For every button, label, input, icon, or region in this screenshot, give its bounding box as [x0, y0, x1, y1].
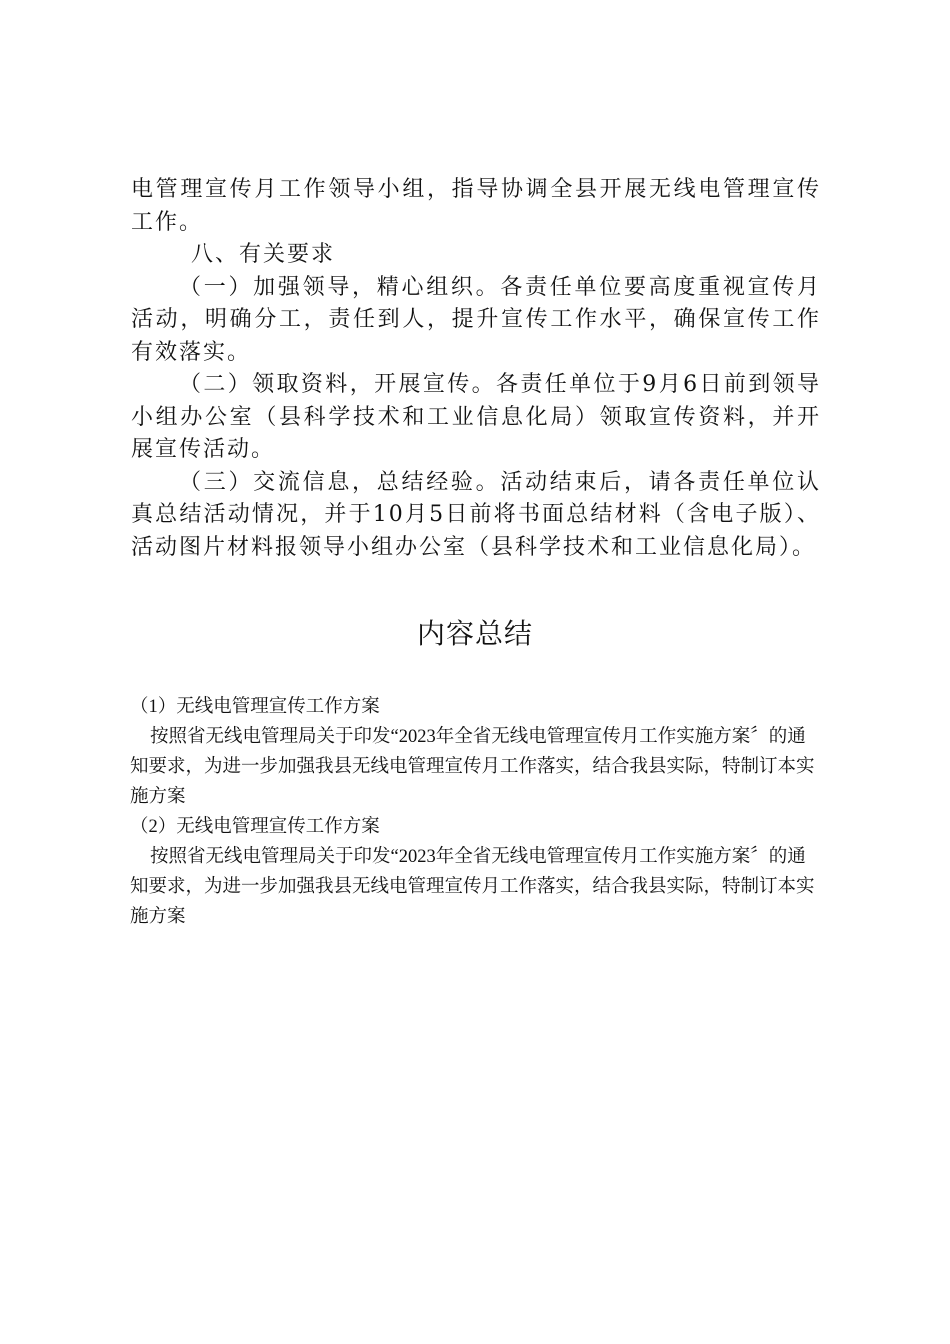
summary-item-body: 按照省无线电管理局关于印发“2023年全省无线电管理宣传月工作实施方案〞的通知要求，为进一步加强我县无线电管理宣传月工作落实，结合我县实际，特制订本实施方案: [130, 727, 815, 807]
summary-item-heading: （1）无线电管理宣传工作方案: [130, 697, 380, 717]
continuation-paragraph: 电管理宣传月工作领导小组，指导协调全县开展无线电管理宣传工作。: [131, 177, 821, 235]
section-heading-requirements: 八、有关要求: [191, 242, 336, 267]
document-body: [131, 174, 821, 564]
requirement-paragraph-2: （二）领取资料，开展宣传。各责任单位于9月6日前到领导小组办公室（县科学技术和工业信息化局）领取宣传资料，并开展宣传活动。: [131, 372, 821, 462]
summary-item-body: 按照省无线电管理局关于印发“2023年全省无线电管理宣传月工作实施方案〞的通知要求，为进一步加强我县无线电管理宣传月工作落实，结合我县实际，特制订本实施方案: [130, 847, 815, 927]
summary-section: [130, 692, 820, 932]
summary-title: 内容总结: [416, 617, 533, 650]
summary-item-heading: （2）无线电管理宣传工作方案: [130, 817, 380, 837]
requirement-paragraph-3: （三）交流信息，总结经验。活动结束后，请各责任单位认真总结活动情况，并于10月5日前将书面总结材料（含电子版）、活动图片材料报领导小组办公室（县科学技术和工业信息化局）。: [131, 469, 821, 560]
requirement-paragraph-1: （一）加强领导，精心组织。各责任单位要高度重视宣传月活动，明确分工，责任到人，提升宣传工作水平，确保宣传工作有效落实。: [131, 274, 821, 365]
